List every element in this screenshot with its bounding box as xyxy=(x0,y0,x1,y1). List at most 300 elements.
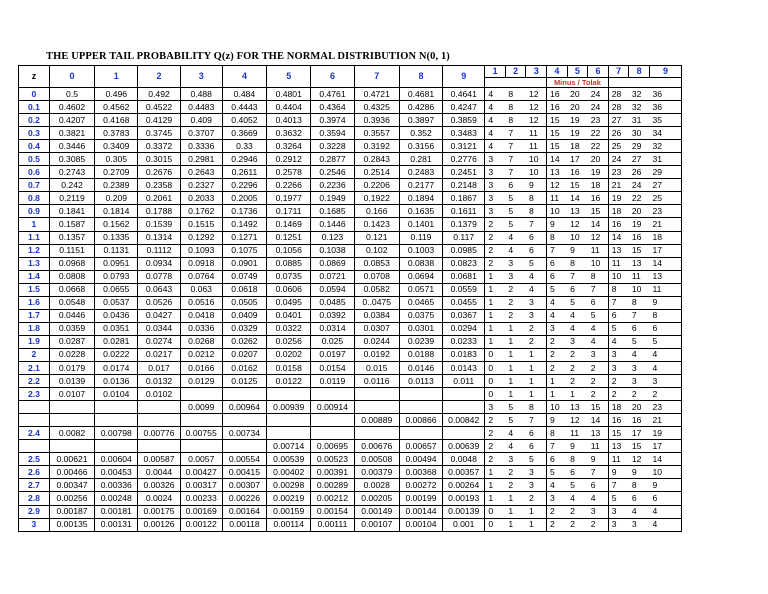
difference-cell: 31 xyxy=(629,114,650,127)
difference-cell: 1 xyxy=(485,322,506,335)
probability-cell: 0.0158 xyxy=(267,361,311,374)
difference-cell: 14 xyxy=(649,453,681,466)
probability-cell: 0.0281 xyxy=(95,335,138,348)
probability-cell: 0.4522 xyxy=(138,101,180,114)
probability-cell: 0.4013 xyxy=(267,114,311,127)
difference-cell: 3 xyxy=(547,322,568,335)
probability-cell: 0.5 xyxy=(49,88,94,101)
probability-cell: 0.00107 xyxy=(354,518,399,531)
table-row xyxy=(19,296,682,309)
z-header: z xyxy=(19,66,50,88)
difference-cell: 1 xyxy=(505,348,526,361)
difference-cell: 4 xyxy=(505,231,526,244)
z-value: 2.8 xyxy=(19,492,50,505)
difference-cell: 20 xyxy=(588,153,609,166)
difference-cell: 5 xyxy=(505,401,526,414)
probability-cell: 0.492 xyxy=(138,88,180,101)
difference-cell: 14 xyxy=(588,414,609,427)
difference-cell: 2 xyxy=(505,466,526,479)
probability-cell: 0.0694 xyxy=(399,270,442,283)
probability-cell xyxy=(399,427,442,440)
header-row xyxy=(19,66,682,78)
difference-cell: 8 xyxy=(629,296,650,309)
probability-cell: 0.00164 xyxy=(222,505,266,518)
probability-cell: 0.3594 xyxy=(311,127,354,140)
probability-cell: 0.0125 xyxy=(222,375,266,388)
table-row xyxy=(19,518,682,531)
difference-cell: 8 xyxy=(526,192,547,205)
probability-cell: 0.3336 xyxy=(180,140,222,153)
table-row xyxy=(19,453,682,466)
difference-cell: 2 xyxy=(485,427,506,440)
difference-cell: 2 xyxy=(485,257,506,270)
probability-cell: 0.0329 xyxy=(222,322,266,335)
difference-cell: 2 xyxy=(567,375,588,388)
probability-cell: 0.1469 xyxy=(267,218,311,231)
probability-cell: 0.0869 xyxy=(311,257,354,270)
difference-cell: 1 xyxy=(505,492,526,505)
difference-cell: 1 xyxy=(485,309,506,322)
difference-cell: 5 xyxy=(547,283,568,296)
difference-cell: 4 xyxy=(608,335,629,348)
probability-cell: 0.0222 xyxy=(95,348,138,361)
z-value: 0.5 xyxy=(19,153,50,166)
probability-cell: 0.3745 xyxy=(138,127,180,140)
difference-cell: 10 xyxy=(547,401,568,414)
difference-cell: 2 xyxy=(547,361,568,374)
difference-cell: 11 xyxy=(608,257,629,270)
difference-cell: 2 xyxy=(505,309,526,322)
probability-cell: 0.2005 xyxy=(222,192,266,205)
probability-cell xyxy=(49,440,94,453)
difference-cell: 23 xyxy=(588,114,609,127)
difference-cell: 7 xyxy=(505,153,526,166)
difference-cell: 4 xyxy=(547,479,568,492)
probability-cell: 0.0244 xyxy=(354,335,399,348)
probability-cell: 0.00233 xyxy=(180,492,222,505)
table-row xyxy=(19,270,682,283)
probability-cell: 0.0136 xyxy=(95,375,138,388)
probability-cell: 0.0274 xyxy=(138,335,180,348)
probability-cell: 0.00336 xyxy=(95,479,138,492)
difference-cell: 1 xyxy=(526,388,547,401)
difference-cell: 14 xyxy=(588,218,609,231)
probability-cell xyxy=(138,440,180,453)
difference-cell: 10 xyxy=(629,283,650,296)
probability-cell: 0.1335 xyxy=(95,231,138,244)
difference-cell: 35 xyxy=(649,114,681,127)
probability-cell xyxy=(95,414,138,427)
probability-cell: 0.0143 xyxy=(443,361,485,374)
difference-cell: 4 xyxy=(547,296,568,309)
probability-cell: 0.0968 xyxy=(49,257,94,270)
probability-cell: 0.0721 xyxy=(311,270,354,283)
difference-cell: 1 xyxy=(485,335,506,348)
table-row xyxy=(19,244,682,257)
probability-cell: 0.00695 xyxy=(311,440,354,453)
probability-cell: 0.00657 xyxy=(399,440,442,453)
table-row xyxy=(19,153,682,166)
probability-cell: 0.1685 xyxy=(311,205,354,218)
difference-cell: 6 xyxy=(567,283,588,296)
probability-cell: 0.1977 xyxy=(267,192,311,205)
probability-cell: 0.2358 xyxy=(138,179,180,192)
difference-cell: 9 xyxy=(649,296,681,309)
difference-cell: 20 xyxy=(567,101,588,114)
z-value: 2.7 xyxy=(19,479,50,492)
difference-cell: 0 xyxy=(485,348,506,361)
table-row xyxy=(19,348,682,361)
difference-cell: 5 xyxy=(505,192,526,205)
probability-cell xyxy=(180,414,222,427)
probability-cell: 0.00776 xyxy=(138,427,180,440)
probability-cell: 0.4721 xyxy=(354,88,399,101)
probability-cell: 0.0537 xyxy=(95,296,138,309)
difference-cell: 11 xyxy=(588,244,609,257)
difference-cell: 6 xyxy=(526,231,547,244)
probability-cell: 0.00181 xyxy=(95,505,138,518)
probability-cell: 0.0287 xyxy=(49,335,94,348)
difference-cell: 6 xyxy=(588,479,609,492)
difference-cell: 15 xyxy=(547,114,568,127)
z-value: 2.2 xyxy=(19,375,50,388)
difference-cell: 7 xyxy=(505,166,526,179)
probability-cell: 0.1251 xyxy=(267,231,311,244)
probability-cell: 0.00604 xyxy=(95,453,138,466)
table-row xyxy=(19,440,682,453)
z-value xyxy=(19,414,50,427)
probability-cell: 0.488 xyxy=(180,88,222,101)
difference-cell: 8 xyxy=(505,101,526,114)
difference-cell: 2 xyxy=(505,283,526,296)
difference-cell: 11 xyxy=(547,192,568,205)
probability-cell: 0.00842 xyxy=(443,414,485,427)
probability-cell xyxy=(138,414,180,427)
probability-cell: 0.0367 xyxy=(443,309,485,322)
difference-cell: 3 xyxy=(629,361,650,374)
table-row xyxy=(19,257,682,270)
probability-cell: 0.4404 xyxy=(267,101,311,114)
probability-cell: 0.00494 xyxy=(399,453,442,466)
difference-cell: 1 xyxy=(547,388,568,401)
z-value: 2.5 xyxy=(19,453,50,466)
difference-cell: 22 xyxy=(629,192,650,205)
difference-cell: 7 xyxy=(526,218,547,231)
probability-cell: 0.1736 xyxy=(222,205,266,218)
probability-cell: 0.4641 xyxy=(443,88,485,101)
probability-cell: 0.011 xyxy=(443,375,485,388)
difference-cell: 1 xyxy=(505,322,526,335)
probability-cell: 0.3632 xyxy=(267,127,311,140)
difference-cell: 1 xyxy=(526,375,547,388)
probability-cell: 0.00205 xyxy=(354,492,399,505)
probability-cell: 0.00219 xyxy=(267,492,311,505)
diff-col-header: 7 xyxy=(608,66,629,78)
probability-cell: 0.00154 xyxy=(311,505,354,518)
difference-cell: 6 xyxy=(547,453,568,466)
difference-cell: 1 xyxy=(526,361,547,374)
difference-cell: 15 xyxy=(588,205,609,218)
difference-cell: 29 xyxy=(629,140,650,153)
probability-cell: 0.00587 xyxy=(138,453,180,466)
difference-cell: 18 xyxy=(649,231,681,244)
probability-cell: 0.00554 xyxy=(222,453,266,466)
probability-cell: 0.00122 xyxy=(180,518,222,531)
probability-cell: 0.0197 xyxy=(311,348,354,361)
probability-cell: 0.0344 xyxy=(138,322,180,335)
table-row xyxy=(19,375,682,388)
difference-cell: 11 xyxy=(567,427,588,440)
probability-cell: 0.00139 xyxy=(443,505,485,518)
probability-cell: 0.0918 xyxy=(180,257,222,270)
difference-cell: 2 xyxy=(485,231,506,244)
difference-cell: 9 xyxy=(547,414,568,427)
probability-cell: 0.0749 xyxy=(222,270,266,283)
probability-cell: 0.0516 xyxy=(180,296,222,309)
probability-cell: 0.0262 xyxy=(222,335,266,348)
difference-cell: 5 xyxy=(526,257,547,270)
probability-cell: 0.0082 xyxy=(49,427,94,440)
diff-col-header: 4 xyxy=(547,66,568,78)
difference-cell: 8 xyxy=(588,270,609,283)
difference-cell: 16 xyxy=(547,101,568,114)
difference-cell: 27 xyxy=(649,179,681,192)
z-value: 1.6 xyxy=(19,296,50,309)
probability-cell: 0.00118 xyxy=(222,518,266,531)
difference-cell: 24 xyxy=(588,101,609,114)
probability-cell xyxy=(222,388,266,401)
difference-cell: 13 xyxy=(567,205,588,218)
probability-cell: 0.2843 xyxy=(354,153,399,166)
difference-cell: 8 xyxy=(505,114,526,127)
probability-cell: 0.166 xyxy=(354,205,399,218)
difference-cell: 6 xyxy=(649,322,681,335)
difference-cell: 28 xyxy=(608,88,629,101)
probability-cell xyxy=(95,440,138,453)
probability-cell: 0.352 xyxy=(399,127,442,140)
difference-cell: 10 xyxy=(547,205,568,218)
difference-cell: 5 xyxy=(547,466,568,479)
probability-cell: 0.00317 xyxy=(180,479,222,492)
difference-cell: 3 xyxy=(526,296,547,309)
diff-col-header: 3 xyxy=(526,66,547,78)
difference-cell: 13 xyxy=(629,257,650,270)
probability-cell: 0.1562 xyxy=(95,218,138,231)
probability-cell: 0.2912 xyxy=(267,153,311,166)
probability-cell: 0.2611 xyxy=(222,166,266,179)
difference-cell: 19 xyxy=(608,192,629,205)
probability-cell: 0.00866 xyxy=(399,414,442,427)
difference-cell: 18 xyxy=(608,401,629,414)
difference-cell: 15 xyxy=(629,440,650,453)
probability-cell: 0.00914 xyxy=(311,401,354,414)
probability-cell xyxy=(443,427,485,440)
probability-cell: 0.00639 xyxy=(443,440,485,453)
probability-cell: 0.00149 xyxy=(354,505,399,518)
probability-cell: 0.00427 xyxy=(180,466,222,479)
probability-cell: 0.0465 xyxy=(399,296,442,309)
probability-cell: 0.00391 xyxy=(311,466,354,479)
table-row xyxy=(19,466,682,479)
probability-cell: 0.00298 xyxy=(267,479,311,492)
difference-cell: 2 xyxy=(547,518,568,531)
difference-cell: 6 xyxy=(547,270,568,283)
probability-cell: 0.0057 xyxy=(180,453,222,466)
difference-cell: 4 xyxy=(629,348,650,361)
probability-cell: 0.2643 xyxy=(180,166,222,179)
probability-cell: 0.1151 xyxy=(49,244,94,257)
probability-cell: 0.0336 xyxy=(180,322,222,335)
probability-cell: 0.4168 xyxy=(95,114,138,127)
probability-cell: 0.4602 xyxy=(49,101,94,114)
difference-cell: 1 xyxy=(485,270,506,283)
z-value: 1.3 xyxy=(19,257,50,270)
probability-cell: 0.2546 xyxy=(311,166,354,179)
probability-cell: 0.1093 xyxy=(180,244,222,257)
probability-cell: 0.2119 xyxy=(49,192,94,205)
difference-cell: 4 xyxy=(588,335,609,348)
difference-cell: 1 xyxy=(485,492,506,505)
difference-cell: 11 xyxy=(526,127,547,140)
probability-cell: 0.0446 xyxy=(49,309,94,322)
z-value: 0.8 xyxy=(19,192,50,205)
probability-cell: 0.1056 xyxy=(267,244,311,257)
probability-cell: 0.00508 xyxy=(354,453,399,466)
probability-cell: 0.00755 xyxy=(180,427,222,440)
probability-cell: 0.1112 xyxy=(138,244,180,257)
difference-cell: 2 xyxy=(608,388,629,401)
probability-cell: 0.3483 xyxy=(443,127,485,140)
difference-cell: 4 xyxy=(485,114,506,127)
difference-cell: 7 xyxy=(588,283,609,296)
difference-cell: 25 xyxy=(649,192,681,205)
probability-cell: 0.1635 xyxy=(399,205,442,218)
probability-cell: 0.4247 xyxy=(443,101,485,114)
z-value xyxy=(19,401,50,414)
difference-cell: 2 xyxy=(485,440,506,453)
difference-cell: 3 xyxy=(485,153,506,166)
difference-cell: 4 xyxy=(567,492,588,505)
probability-cell: 0.00453 xyxy=(95,466,138,479)
probability-cell: 0.4129 xyxy=(138,114,180,127)
difference-cell: 10 xyxy=(567,231,588,244)
probability-cell: 0.0146 xyxy=(399,361,442,374)
probability-cell xyxy=(180,388,222,401)
difference-cell: 10 xyxy=(526,153,547,166)
col-header: 9 xyxy=(443,66,485,88)
difference-cell: 3 xyxy=(608,361,629,374)
difference-cell: 11 xyxy=(629,270,650,283)
probability-cell xyxy=(267,427,311,440)
table-row xyxy=(19,335,682,348)
probability-cell: 0.3015 xyxy=(138,153,180,166)
probability-cell: 0.1814 xyxy=(95,205,138,218)
probability-cell: 0.00111 xyxy=(311,518,354,531)
difference-cell: 12 xyxy=(526,88,547,101)
difference-cell: 5 xyxy=(608,322,629,335)
difference-cell: 6 xyxy=(526,427,547,440)
difference-cell: 18 xyxy=(608,205,629,218)
difference-cell: 2 xyxy=(505,479,526,492)
z-value: 2.9 xyxy=(19,505,50,518)
probability-cell: 0.00964 xyxy=(222,401,266,414)
probability-cell: 0.1075 xyxy=(222,244,266,257)
difference-cell: 11 xyxy=(588,440,609,453)
difference-cell: 17 xyxy=(629,427,650,440)
probability-cell: 0.2148 xyxy=(443,179,485,192)
difference-cell: 2 xyxy=(526,322,547,335)
difference-cell: 8 xyxy=(547,231,568,244)
probability-cell: 0.2033 xyxy=(180,192,222,205)
difference-cell: 12 xyxy=(547,179,568,192)
difference-cell: 7 xyxy=(547,244,568,257)
difference-cell: 1 xyxy=(505,375,526,388)
difference-cell: 4 xyxy=(649,348,681,361)
z-value xyxy=(19,440,50,453)
difference-cell: 8 xyxy=(629,479,650,492)
z-value: 1.5 xyxy=(19,283,50,296)
difference-cell: 6 xyxy=(649,492,681,505)
probability-cell: 0.3936 xyxy=(354,114,399,127)
probability-cell xyxy=(311,427,354,440)
probability-cell: 0.00126 xyxy=(138,518,180,531)
difference-cell: 3 xyxy=(649,375,681,388)
difference-cell: 6 xyxy=(629,492,650,505)
difference-cell: 22 xyxy=(588,140,609,153)
probability-cell: 0.00199 xyxy=(399,492,442,505)
difference-cell: 16 xyxy=(567,166,588,179)
probability-cell: 0.4443 xyxy=(222,101,266,114)
probability-cell: 0.0107 xyxy=(49,388,94,401)
probability-cell: 0.0024 xyxy=(138,492,180,505)
difference-cell: 23 xyxy=(649,401,681,414)
difference-cell: 8 xyxy=(649,309,681,322)
probability-cell: 0.3783 xyxy=(95,127,138,140)
probability-cell: 0.00144 xyxy=(399,505,442,518)
probability-cell: 0.4286 xyxy=(399,101,442,114)
difference-cell: 4 xyxy=(567,309,588,322)
difference-cell: 1 xyxy=(505,518,526,531)
minus-label: Minus / Tolak xyxy=(547,78,609,88)
z-value: 2 xyxy=(19,348,50,361)
difference-cell: 2 xyxy=(505,296,526,309)
difference-cell: 19 xyxy=(649,427,681,440)
probability-cell: 0.017 xyxy=(138,361,180,374)
difference-cell: 9 xyxy=(608,466,629,479)
difference-cell: 3 xyxy=(567,335,588,348)
difference-cell: 12 xyxy=(526,114,547,127)
probability-cell: 0.1401 xyxy=(399,218,442,231)
difference-cell: 28 xyxy=(608,101,629,114)
probability-cell: 0.00939 xyxy=(267,401,311,414)
difference-cell: 3 xyxy=(485,166,506,179)
difference-cell: 5 xyxy=(505,218,526,231)
probability-cell xyxy=(49,414,94,427)
difference-cell: 0 xyxy=(485,361,506,374)
difference-cell: 3 xyxy=(629,518,650,531)
probability-cell: 0.0154 xyxy=(311,361,354,374)
probability-cell: 0.1711 xyxy=(267,205,311,218)
difference-cell: 2 xyxy=(547,348,568,361)
probability-cell: 0.3859 xyxy=(443,114,485,127)
difference-cell: 12 xyxy=(588,231,609,244)
difference-cell: 2 xyxy=(485,453,506,466)
difference-cell: 6 xyxy=(526,440,547,453)
difference-cell: 6 xyxy=(608,309,629,322)
probability-cell: 0.025 xyxy=(311,335,354,348)
difference-cell: 20 xyxy=(629,205,650,218)
probability-cell: 0.1379 xyxy=(443,218,485,231)
